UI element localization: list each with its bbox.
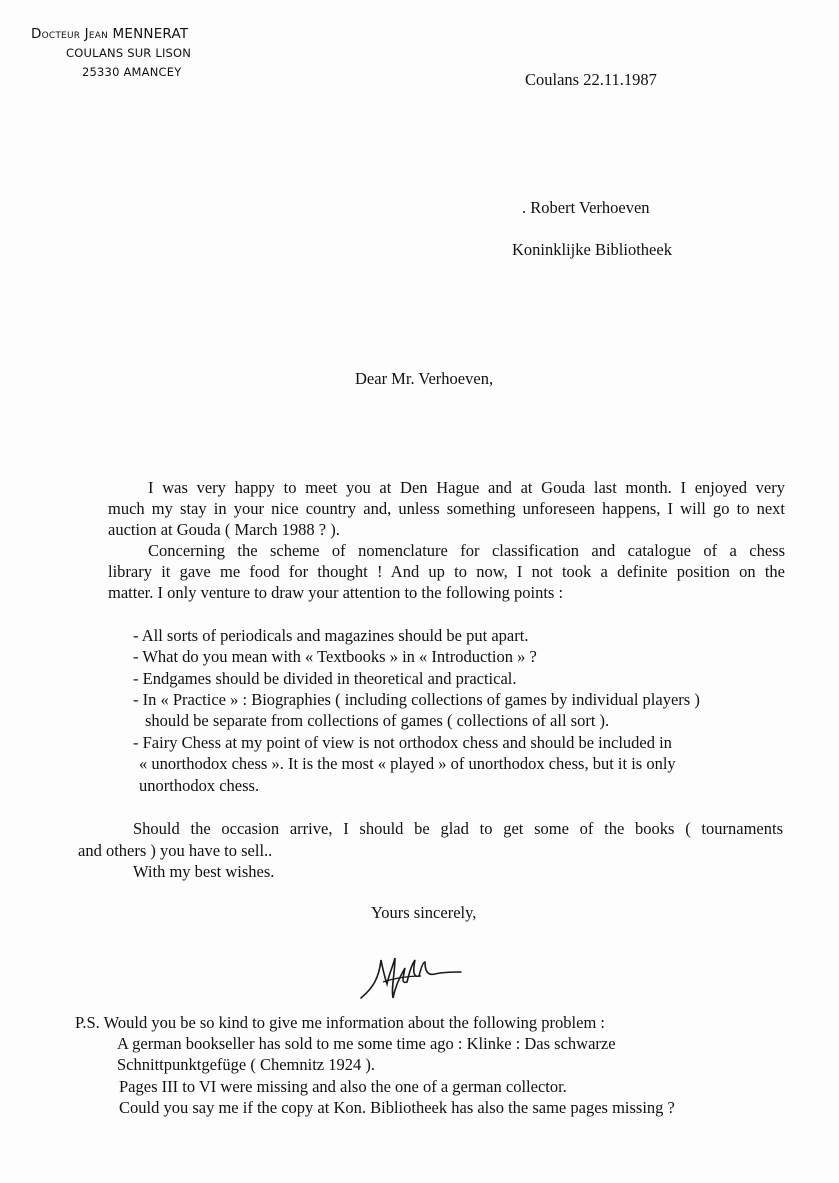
- body-line: library it gave me food for thought ! And up to now, I not took a definite position on the: [108, 562, 785, 581]
- body-line: much my stay in your nice country and, unless something unforeseen happens, I will go to next: [108, 499, 785, 518]
- point-item: - Fairy Chess at my point of view is not orthodox chess and should be included in: [133, 733, 672, 752]
- closing-paragraph-line: Should the occasion arrive, I should be glad to get some of the books ( tournaments: [133, 819, 783, 838]
- ps-line: P.S. Would you be so kind to give me information about the following problem :: [75, 1013, 605, 1032]
- body-line: I was very happy to meet you at Den Hague and at Gouda last month. I enjoyed very: [148, 478, 785, 497]
- closing: Yours sincerely,: [371, 903, 477, 922]
- body-line: Concerning the scheme of nomenclature for classification and catalogue of a chess: [148, 541, 785, 560]
- point-item: - What do you mean with « Textbooks » in « Introduction » ?: [133, 647, 537, 666]
- letterhead-postcode-line: 25330 AMANCEY: [82, 65, 182, 79]
- recipient-institution: Koninklijke Bibliotheek: [512, 240, 672, 259]
- ps-line: Schnittpunktgefüge ( Chemnitz 1924 ).: [117, 1055, 375, 1074]
- salutation: Dear Mr. Verhoeven,: [355, 369, 494, 388]
- ps-line: Could you say me if the copy at Kon. Bibliotheek has also the same pages missing ?: [119, 1098, 675, 1117]
- letterhead-address-line: COULANS SUR LISON: [66, 46, 192, 60]
- ps-line: A german bookseller has sold to me some time ago : Klinke : Das schwarze: [117, 1034, 616, 1053]
- letterhead-name: Docteur Jean MENNERAT: [31, 26, 189, 42]
- point-item: - All sorts of periodicals and magazines should be put apart.: [133, 626, 529, 645]
- letter-date: Coulans 22.11.1987: [525, 70, 657, 89]
- point-item-continuation: « unorthodox chess ». It is the most « played » of unorthodox chess, but it is only: [139, 754, 676, 773]
- body-line: auction at Gouda ( March 1988 ? ).: [108, 520, 340, 539]
- point-item: - Endgames should be divided in theoretical and practical.: [133, 669, 517, 688]
- point-item-continuation: should be separate from collections of games ( collections of all sort ).: [145, 711, 610, 730]
- point-item-continuation: unorthodox chess.: [139, 776, 260, 795]
- body-line: matter. I only venture to draw your attention to the following points :: [108, 583, 564, 602]
- recipient-name: . Robert Verhoeven: [522, 198, 650, 217]
- closing-paragraph-line: With my best wishes.: [133, 862, 275, 881]
- point-item: - In « Practice » : Biographies ( including collections of games by individual players ): [133, 690, 700, 709]
- closing-paragraph-line: and others ) you have to sell..: [78, 841, 273, 860]
- signature: [355, 948, 465, 1008]
- ps-line: Pages III to VI were missing and also the one of a german collector.: [119, 1077, 567, 1096]
